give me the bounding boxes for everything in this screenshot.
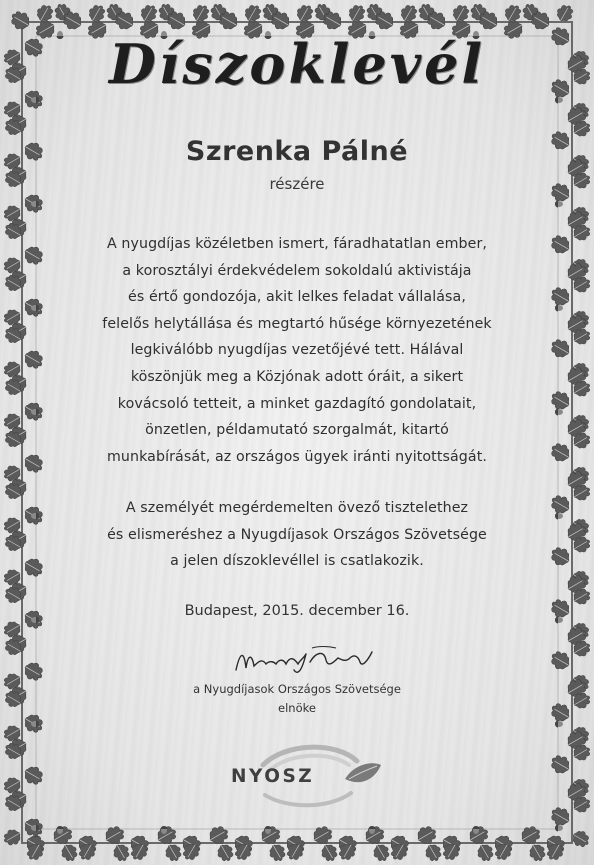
- oak-leaf-icon: [548, 492, 573, 517]
- citation-line: a korosztályi érdekvédelem sokoldalú aktivistája: [122, 262, 472, 279]
- oak-leaf-icon: [162, 841, 184, 864]
- oak-leaf-icon: [21, 555, 46, 580]
- acknowledgement-paragraph: [62, 495, 532, 575]
- oak-leaf-icon: [474, 841, 496, 864]
- oak-leaf-icon: [554, 2, 576, 25]
- oak-leaf-icon: [318, 841, 340, 864]
- oak-leaf-icon: [110, 841, 132, 864]
- oak-leaf-icon: [34, 2, 56, 25]
- oak-leaf-icon: [526, 841, 548, 864]
- oak-leaf-icon: [21, 763, 46, 788]
- oak-leaf-icon: [190, 2, 212, 25]
- oak-leaf-icon: [450, 2, 472, 25]
- oak-leaf-icon: [398, 2, 420, 25]
- oak-leaf-icon: [548, 388, 573, 413]
- oak-leaf-icon: [548, 232, 573, 257]
- signature-icon: [228, 640, 378, 680]
- acorn-icon: [555, 305, 563, 312]
- citation-paragraph: [62, 231, 532, 470]
- signatory-organization: a Nyugdíjasok Országos Szövetsége: [193, 682, 401, 696]
- acorn-icon: [555, 513, 563, 520]
- oak-leaf-icon: [548, 752, 573, 777]
- citation-line: köszönjük meg a Közjónak adott óráit, a sikert: [130, 368, 464, 385]
- acorn-icon: [555, 97, 563, 104]
- oak-leaf-icon: [548, 336, 573, 361]
- oak-leaf-icon: [548, 804, 573, 829]
- oak-leaf-icon: [422, 841, 444, 864]
- oak-leaf-icon: [21, 243, 46, 268]
- recipient-name: Szrenka Pálné: [185, 136, 409, 167]
- acknowledgement-line: a jelen díszoklevéllel is csatlakozik.: [170, 553, 424, 570]
- acorn-icon: [555, 721, 563, 728]
- oak-leaf-icon: [370, 841, 392, 864]
- oak-leaf-icon: [294, 2, 316, 25]
- acorn-icon: [555, 201, 563, 208]
- oak-leaf-icon: [214, 841, 236, 864]
- acknowledgement-line: és elismeréshez a Nyugdíjasok Országos Szövetsége: [107, 526, 487, 543]
- oak-leaf-icon: [548, 440, 573, 465]
- citation-line: legkiválóbb nyugdíjas vezetőjévé tett. Hálával: [130, 342, 464, 359]
- citation-line: önzetlen, példamutató szorgalmát, kitartó: [145, 422, 449, 439]
- oak-leaf-icon: [548, 284, 573, 309]
- place-and-date: Budapest, 2015. december 16.: [184, 603, 410, 619]
- citation-line: A nyugdíjas közéletben ismert, fáradhatatlan ember,: [106, 236, 487, 252]
- oak-leaf-icon: [138, 2, 160, 25]
- citation-line: és értő gondozója, akit lelkes feladat vállalása,: [128, 289, 466, 306]
- oak-leaf-icon: [548, 648, 573, 673]
- oak-leaf-icon: [570, 828, 593, 850]
- logo-text: NYOSZ: [231, 766, 315, 787]
- citation-line: kovácsoló tetteit, a minket gazdagító gondolatait,: [117, 395, 477, 412]
- oak-leaf-icon: [58, 841, 80, 864]
- oak-leaf-icon: [1, 826, 24, 848]
- citation-line: felelős helytállása és megtartó hűsége környezetének: [102, 315, 492, 332]
- acorn-icon: [555, 409, 563, 416]
- oak-leaf-icon: [242, 2, 264, 25]
- recipient-suffix: részére: [269, 175, 325, 193]
- oak-leaf-icon: [8, 8, 33, 33]
- oak-leaf-icon: [266, 841, 288, 864]
- oak-leaf-icon: [346, 2, 368, 25]
- oak-leaf-icon: [548, 544, 573, 569]
- acknowledgement-line: A személyét megérdemelten övező tisztelethez: [125, 500, 469, 516]
- oak-leaf-icon: [21, 347, 46, 372]
- oak-leaf-icon: [21, 659, 46, 684]
- oak-leaf-icon: [502, 2, 524, 25]
- citation-line: munkabírását, az országos ügyek iránti nyitottságát.: [107, 448, 487, 465]
- acorn-icon: [555, 825, 563, 832]
- certificate-title: Díszoklevél: [109, 32, 485, 96]
- signatory-role: elnöke: [278, 701, 316, 715]
- oak-leaf-icon: [86, 2, 108, 25]
- oak-leaf-icon: [21, 451, 46, 476]
